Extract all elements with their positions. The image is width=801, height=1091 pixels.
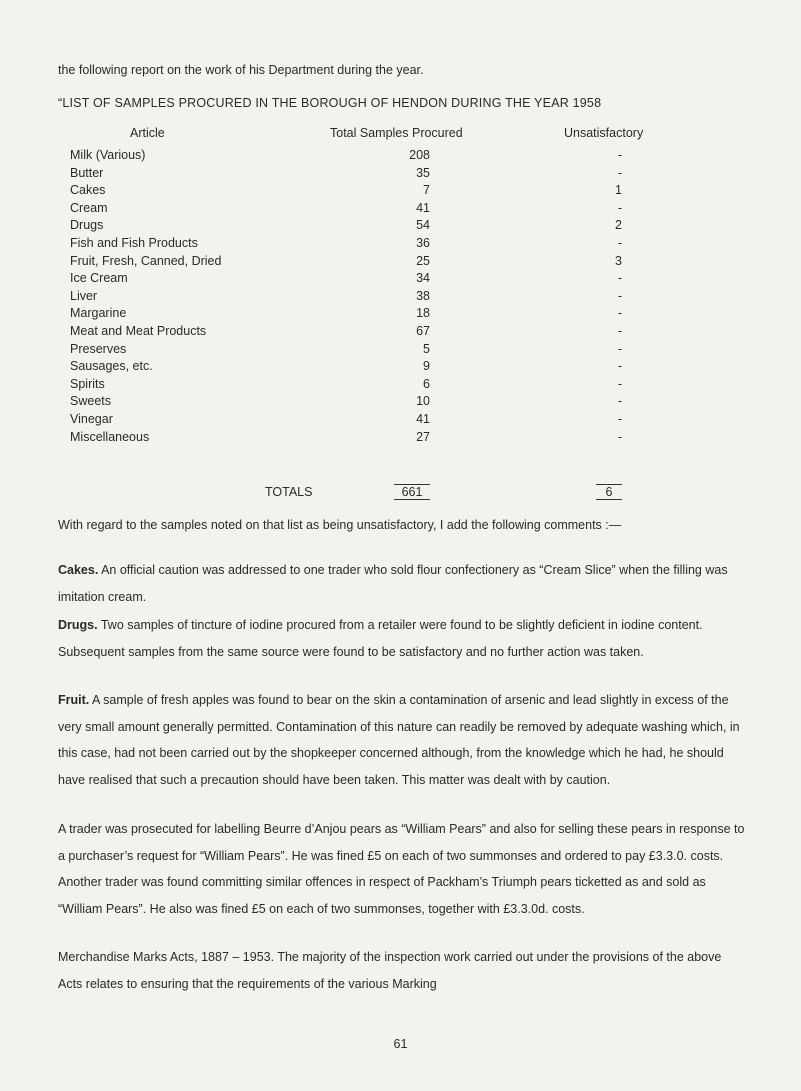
row-total: 34 <box>416 271 430 286</box>
row-total: 41 <box>416 200 430 215</box>
row-article: Miscellaneous <box>70 429 150 444</box>
totals-unsatisfactory: 6 <box>596 484 622 500</box>
table-row <box>0 342 801 359</box>
table-row <box>0 430 801 447</box>
row-total: 7 <box>423 183 430 198</box>
comments-intro: With regard to the samples noted on that list as being unsatisfactory, I add the following comments :— <box>58 518 622 532</box>
intro-text: the following report on the work of his Department during the year. <box>58 63 424 77</box>
row-unsatisfactory: - <box>617 148 622 162</box>
totals-total: 661 <box>394 484 430 500</box>
row-total: 9 <box>423 359 430 374</box>
table-row <box>0 201 801 218</box>
paragraph-drugs-heading: Drugs. <box>58 618 98 632</box>
column-header-total: Total Samples Procured <box>330 126 463 140</box>
row-article: Vinegar <box>70 412 113 426</box>
row-unsatisfactory: 3 <box>615 253 622 268</box>
row-total: 67 <box>416 324 430 338</box>
row-unsatisfactory: - <box>617 306 622 321</box>
table-row <box>0 394 801 411</box>
row-unsatisfactory: - <box>617 288 622 303</box>
table-row <box>0 254 801 271</box>
table-row <box>0 218 801 235</box>
row-total: 35 <box>416 165 430 180</box>
row-article: Drugs <box>70 218 104 233</box>
row-unsatisfactory: 1 <box>615 183 622 198</box>
row-total: 38 <box>416 288 430 303</box>
row-article: Cream <box>70 200 108 215</box>
row-article: Preserves <box>70 341 127 356</box>
table-row <box>0 412 801 429</box>
row-total: 5 <box>423 341 430 356</box>
row-article: Meat and Meat Products <box>70 324 207 338</box>
row-unsatisfactory: - <box>617 200 622 215</box>
row-article: Fish and Fish Products <box>70 236 198 250</box>
totals-label: TOTALS <box>265 485 313 499</box>
row-article: Milk (Various) <box>70 148 146 162</box>
row-article: Sausages, etc. <box>70 359 153 374</box>
row-total: 36 <box>416 236 430 250</box>
row-unsatisfactory: - <box>617 376 622 391</box>
table-row <box>0 166 801 183</box>
table-row <box>0 359 801 376</box>
table-heading: “LIST OF SAMPLES PROCURED IN THE BOROUGH OF HENDON DURING THE YEAR 1958 <box>58 96 602 110</box>
column-header-unsatisfactory: Unsatisfactory <box>564 126 644 140</box>
row-unsatisfactory: - <box>617 271 622 286</box>
row-article: Liver <box>70 288 98 303</box>
paragraph-drugs-body: Two samples of tincture of iodine procured from a retailer were found to be slightly deficient in iodine content. Subsequent samples from the same source were found to be satisfactory and no further action was taken. <box>58 618 703 659</box>
row-unsatisfactory: - <box>617 324 622 338</box>
table-row <box>0 236 801 253</box>
row-unsatisfactory: - <box>617 341 622 356</box>
row-article: Fruit, Fresh, Canned, Dried <box>70 253 222 268</box>
row-unsatisfactory: - <box>617 359 622 374</box>
row-article: Cakes <box>70 183 106 198</box>
page-number: 61 <box>393 1037 408 1051</box>
row-total: 54 <box>416 218 430 233</box>
row-unsatisfactory: - <box>617 165 622 180</box>
row-article: Butter <box>70 165 104 180</box>
row-total: 27 <box>416 429 430 444</box>
paragraph-merchandise-marks: Merchandise Marks Acts, 1887 – 1953. The majority of the inspection work carried out under the provisions of the above Acts relates to ensuring that the requirements of the various Marking <box>58 950 722 991</box>
row-unsatisfactory: - <box>617 429 622 444</box>
table-row <box>0 289 801 306</box>
table-row <box>0 148 801 165</box>
paragraph-fruit <box>58 687 746 793</box>
paragraph-cakes-heading: Cakes. <box>58 563 99 577</box>
row-unsatisfactory: 2 <box>615 218 622 233</box>
row-total: 18 <box>416 306 430 321</box>
paragraph-pears: A trader was prosecuted for labelling Beurre d’Anjou pears as “William Pears” and also for selling these pears in response to a purchaser’s request for “William Pears”. He was fined £5 on each of two summonses and ordered to pay £3.3.0. costs. Another trader was found committing similar offences in respect of Packham’s Triumph pears ticketted as and sold as “William Pears”. He also was fined £5 on each of two summonses, together with £3.3.0d. costs. <box>58 822 745 916</box>
row-article: Margarine <box>70 306 127 321</box>
row-unsatisfactory: - <box>617 394 622 409</box>
row-article: Spirits <box>70 376 105 391</box>
paragraph-cakes-body: An official caution was addressed to one trader who sold flour confectionery as “Cream Slice” when the filling was imitation cream. <box>58 563 728 604</box>
table-row <box>0 324 801 341</box>
table-row <box>0 306 801 323</box>
row-total: 6 <box>423 376 430 391</box>
paragraph-drugs <box>58 612 746 665</box>
table-row <box>0 271 801 288</box>
table-row <box>0 377 801 394</box>
paragraph-fruit-heading: Fruit. <box>58 693 90 707</box>
paragraph-fruit-body: A sample of fresh apples was found to bear on the skin a contamination of arsenic and lead slightly in excess of the very small amount generally permitted. Contamination of this nature can readily be removed by adequate washing which, in this case, had not been carried out by the shopkeeper concerned although, from the knowledge which he had, he should have realised that such a precaution should have been taken. This matter was dealt with by caution. <box>58 693 740 787</box>
row-article: Sweets <box>70 394 111 409</box>
row-total: 25 <box>416 253 430 268</box>
column-header-article: Article <box>130 126 165 140</box>
row-unsatisfactory: - <box>617 412 622 426</box>
paragraph-cakes <box>58 557 746 610</box>
table-row <box>0 183 801 200</box>
row-unsatisfactory: - <box>617 236 622 250</box>
row-total: 208 <box>409 148 430 162</box>
row-total: 10 <box>416 394 430 409</box>
row-total: 41 <box>416 412 430 426</box>
row-article: Ice Cream <box>70 271 128 286</box>
